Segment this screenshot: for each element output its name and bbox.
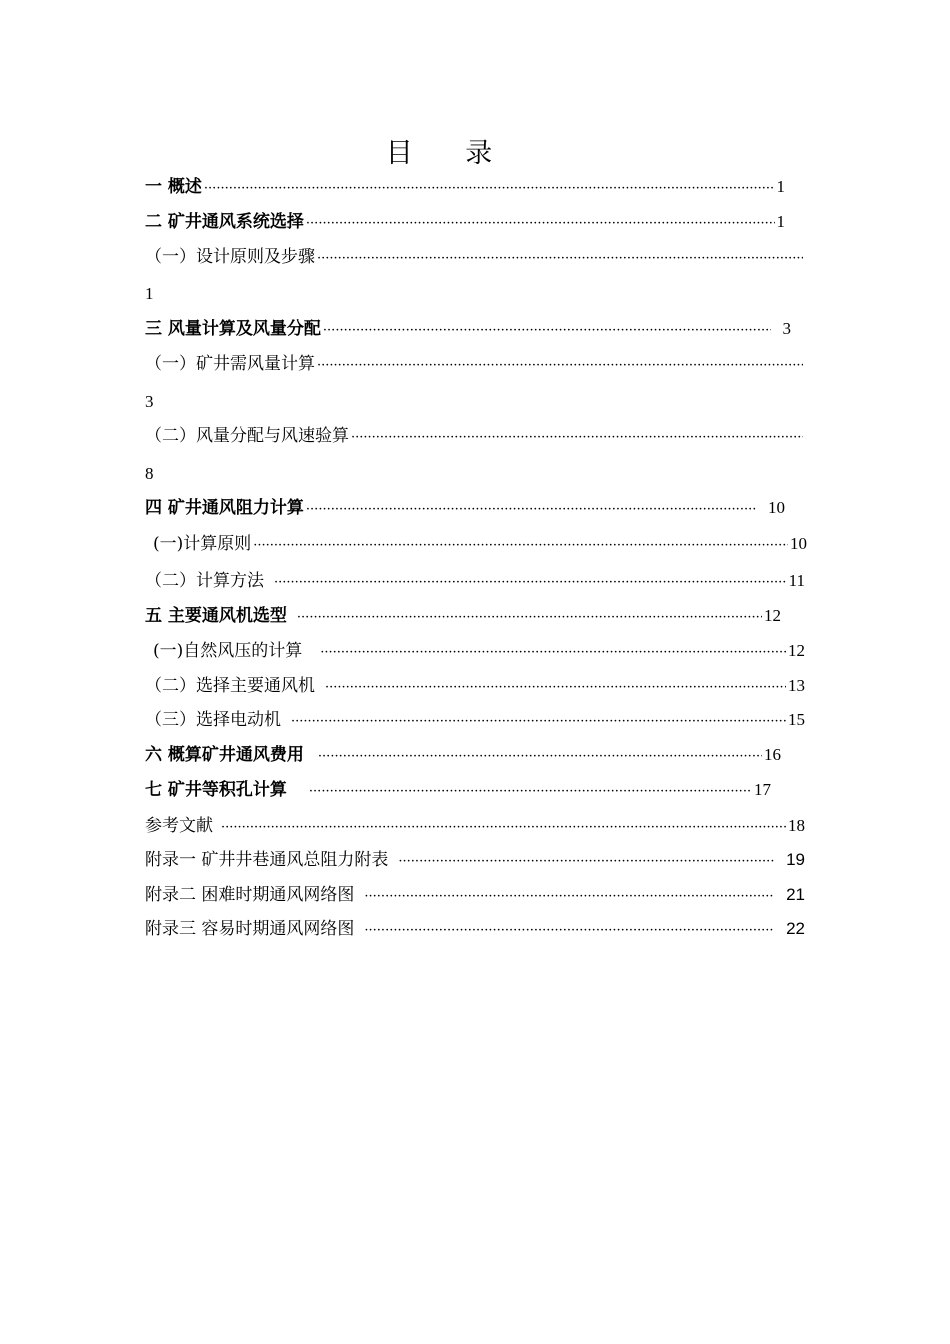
- toc-entry[interactable]: [145, 497, 785, 521]
- toc-entry[interactable]: [145, 675, 805, 699]
- toc-entry[interactable]: [145, 849, 805, 873]
- toc-entry-label: 参考文献: [145, 816, 213, 836]
- toc-entry[interactable]: [145, 709, 805, 733]
- toc-leader-dots: [253, 535, 788, 557]
- toc-entry-label: 附录三 容易时期通风网络图: [145, 919, 355, 939]
- toc-entry-page: 1: [145, 284, 154, 303]
- toc-entry-page: 8: [145, 464, 154, 483]
- toc-leader-dots: [306, 499, 756, 521]
- toc-entry-page: 13: [788, 676, 805, 695]
- toc-entry-label: 六 概算矿井通风费用: [145, 745, 304, 765]
- toc-entry-label: 五 主要通风机选型: [145, 606, 287, 626]
- toc-entry-page: 10: [768, 498, 785, 517]
- toc-entry-page: 1: [776, 212, 785, 231]
- toc-leader-dots: [398, 851, 774, 873]
- toc-entry-page: 19: [786, 850, 805, 869]
- toc-entry-page: 10: [790, 534, 807, 553]
- toc-entry[interactable]: [145, 318, 791, 342]
- toc-entry[interactable]: [145, 425, 805, 449]
- toc-entry-page: 22: [786, 919, 805, 938]
- toc-entry-label: 四 矿井通风阻力计算: [145, 498, 304, 518]
- toc-leader-dots: [364, 920, 774, 942]
- toc-entry-page: 21: [786, 885, 805, 904]
- toc-entry[interactable]: [145, 640, 805, 664]
- toc-entry-label: (一)自然风压的计算: [153, 641, 303, 661]
- toc-leader-dots: [320, 642, 786, 664]
- toc-leader-dots: [274, 572, 787, 594]
- toc-entry[interactable]: [145, 176, 785, 200]
- toc-entry[interactable]: [145, 918, 805, 942]
- toc-entry-label: 一 概述: [145, 177, 202, 197]
- toc-leader-dots: [221, 817, 786, 839]
- toc-entry[interactable]: [145, 815, 805, 839]
- toc-entry-page: 3: [145, 392, 154, 411]
- toc-leader-dots: [351, 427, 803, 449]
- toc-leader-dots: [325, 677, 786, 699]
- toc-entry-label: 七 矿井等积孔计算: [145, 780, 287, 800]
- toc-entry-label: 附录一 矿井井巷通风总阻力附表: [145, 850, 389, 870]
- toc-entry-page: 12: [788, 641, 805, 660]
- toc-entry-label: 三 风量计算及风量分配: [145, 319, 321, 339]
- toc-leader-dots: [318, 746, 762, 768]
- toc-entry-label: 附录二 困难时期通风网络图: [145, 885, 355, 905]
- toc-entry-label: （二）风量分配与风速验算: [145, 426, 349, 446]
- toc-entry-label: （二）计算方法: [145, 571, 264, 591]
- toc-entry[interactable]: [145, 570, 805, 594]
- toc-title: 目 录: [385, 138, 515, 169]
- toc-leader-dots: [317, 248, 803, 270]
- toc-entry-page: 15: [788, 710, 805, 729]
- toc-leader-dots: [204, 178, 775, 200]
- toc-entry-label: （一）设计原则及步骤: [145, 247, 315, 267]
- toc-entry-page: 3: [782, 319, 791, 338]
- toc-entry-label: （一）矿井需风量计算: [145, 354, 315, 374]
- toc-entry[interactable]: [145, 246, 805, 270]
- toc-entry-page: 16: [764, 745, 781, 764]
- toc-entry-label: （三）选择电动机: [145, 710, 281, 730]
- toc-entry-page: 12: [764, 606, 781, 625]
- toc-entry[interactable]: [145, 779, 771, 803]
- toc-entry[interactable]: [145, 744, 781, 768]
- toc-entry[interactable]: [145, 353, 805, 377]
- toc-entry[interactable]: [145, 533, 807, 557]
- toc-entry-label: 二 矿井通风系统选择: [145, 212, 304, 232]
- toc-entry-page: 1: [776, 177, 785, 196]
- toc-leader-dots: [364, 886, 774, 908]
- toc-entry-page: 18: [788, 816, 805, 835]
- toc-entry-label: (一)计算原则: [153, 534, 252, 554]
- toc-leader-dots: [306, 213, 775, 235]
- toc-entry[interactable]: [145, 211, 785, 235]
- toc-entry-page: 17: [754, 780, 771, 799]
- toc-entry-label: （二）选择主要通风机: [145, 676, 315, 696]
- toc-leader-dots: [317, 355, 803, 377]
- toc-leader-dots: [323, 320, 771, 342]
- toc-entry[interactable]: [145, 605, 781, 629]
- toc-entry[interactable]: [145, 884, 805, 908]
- toc-leader-dots: [291, 711, 786, 733]
- toc-entry-page: 11: [788, 571, 805, 590]
- toc-leader-dots: [309, 781, 752, 803]
- toc-leader-dots: [297, 607, 762, 629]
